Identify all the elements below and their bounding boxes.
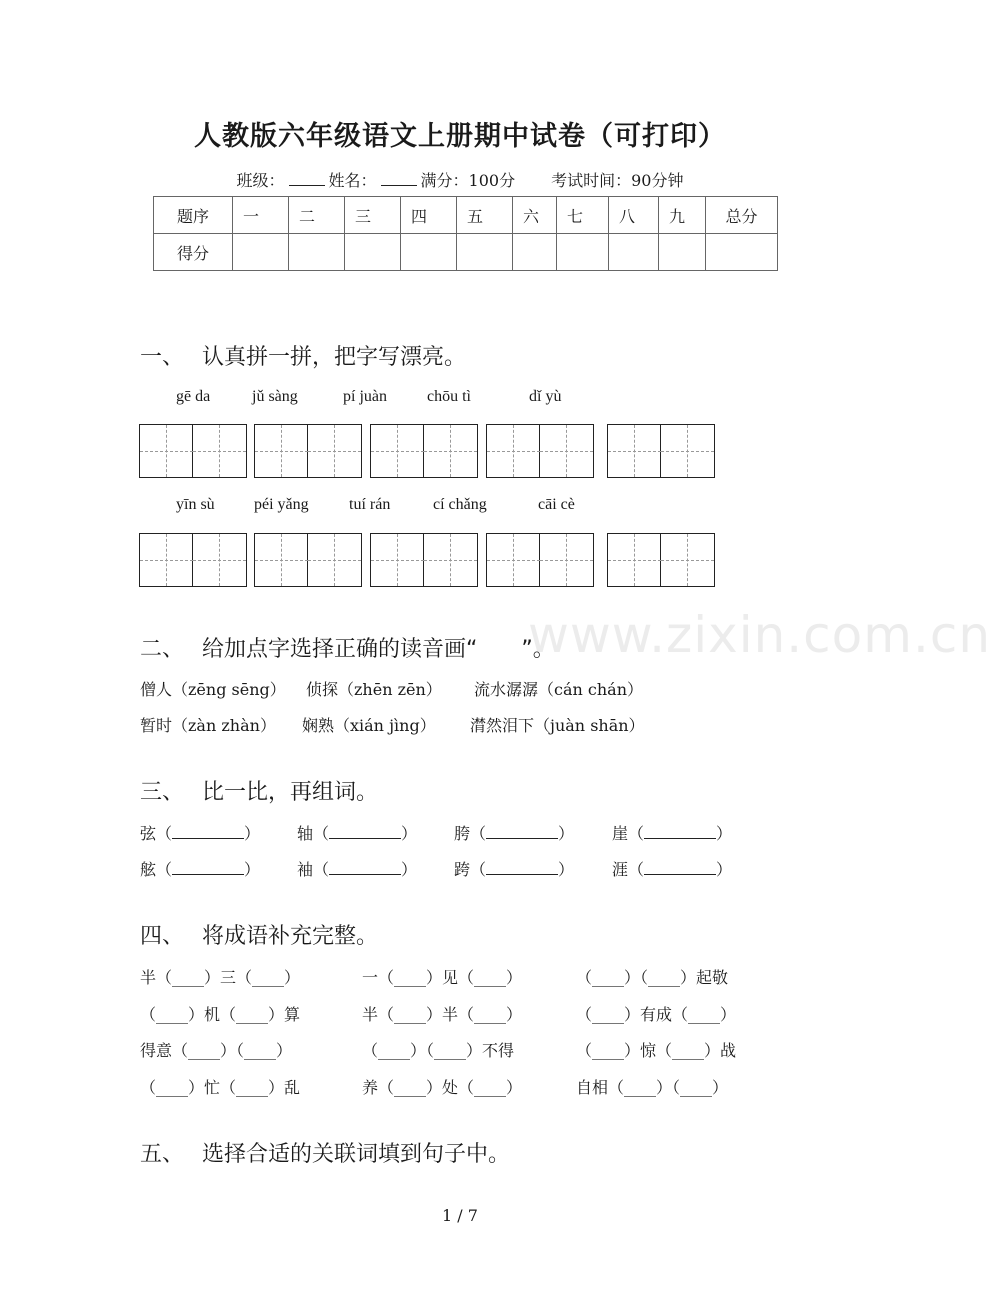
exam-info [0,168,920,191]
writing-grid[interactable] [254,533,362,587]
writing-grid[interactable] [139,533,247,587]
score-header-cell: 六 [513,197,557,234]
score-cell[interactable] [706,234,778,271]
section-title: 认真拼一拼，把字写漂亮。 [202,345,467,370]
word-item[interactable]: 涯（ ） [612,860,733,879]
pinyin: tuí rán [349,496,391,513]
writing-grid[interactable] [370,424,478,478]
section-1-heading [140,340,466,371]
reading-item: 僧人（zēng sēng） [140,680,286,699]
idiom-item[interactable]: 半（____）三（____） [140,968,301,987]
word-item[interactable]: 弦（ ） [140,824,261,843]
page-number: 1 / 7 [442,1206,478,1225]
score-header-cell: 三 [345,197,401,234]
writing-grid[interactable] [254,424,362,478]
char: 胯 [454,824,471,843]
section-title: 比一比，再组词。 [202,780,379,805]
pinyin: gē da [176,388,211,405]
pinyin: dǐ yù [529,388,562,405]
char: 弦 [140,824,157,843]
score-header-cell: 五 [457,197,513,234]
score-cell[interactable] [401,234,457,271]
section-title: 选择合适的关联词填到句子中。 [202,1142,511,1167]
class-blank[interactable] [289,171,325,186]
char: 跨 [454,860,471,879]
char: 涯 [612,860,629,879]
reading-item: 娴熟（xián jìng） [302,716,436,735]
idiom-item[interactable]: （____）（____）起敬 [576,968,729,987]
writing-grid[interactable] [607,533,715,587]
section-title: 给加点字选择正确的读音画“ ”。 [202,637,555,662]
word-item[interactable]: 舷（ ） [140,860,261,879]
reading-item: 侦探（zhēn zēn） [306,680,442,699]
score-header-cell: 八 [609,197,659,234]
word-item[interactable]: 轴（ ） [297,824,418,843]
score-header-cell: 二 [289,197,345,234]
score-header-cell: 四 [401,197,457,234]
score-table [153,196,778,271]
section-number: 二、 [140,637,185,662]
pinyin: chōu tì [427,388,471,405]
pinyin: cí chǎng [433,496,487,513]
name-blank[interactable] [381,171,417,186]
word-item[interactable]: 胯（ ） [454,824,575,843]
section-title: 将成语补充完整。 [202,924,379,949]
score-header-cell: 七 [557,197,609,234]
reading-item: 流水潺潺（cán chán） [474,680,644,699]
idiom-item[interactable]: （____）（____）不得 [362,1041,515,1060]
score-header-cell: 九 [659,197,706,234]
score-cell[interactable] [233,234,289,271]
reading-item: 暂时（zàn zhàn） [140,716,276,735]
section-5-heading [140,1137,510,1168]
score-row [154,234,778,271]
full-score: 满分：100分 [420,171,516,190]
score-cell[interactable] [289,234,345,271]
section-4-heading [140,919,378,950]
idiom-item[interactable]: （____）忙（____）乱 [140,1078,301,1097]
section-3-heading [140,775,378,806]
writing-grid[interactable] [607,424,715,478]
pinyin: jǔ sàng [252,388,298,405]
char: 崖 [612,824,629,843]
score-header-row [154,197,778,234]
score-cell[interactable] [457,234,513,271]
section-number: 四、 [140,924,185,949]
score-row-label: 得分 [154,234,233,271]
char: 轴 [297,824,314,843]
score-cell[interactable] [513,234,557,271]
score-cell[interactable] [659,234,706,271]
writing-grid[interactable] [370,533,478,587]
pinyin: pí juàn [343,388,387,405]
idiom-item[interactable]: 养（____）处（____） [362,1078,523,1097]
score-header-cell: 题序 [154,197,233,234]
char: 舷 [140,860,157,879]
writing-grid[interactable] [486,424,594,478]
char: 袖 [297,860,314,879]
pinyin: cāi cè [538,496,575,513]
watermark: www.zixin.com.cn [528,606,991,664]
idiom-item[interactable]: （____）有成（____） [576,1005,737,1024]
writing-grid[interactable] [486,533,594,587]
pinyin: péi yǎng [254,496,309,513]
pinyin: yīn sù [176,496,215,513]
idiom-item[interactable]: （____）惊（____）战 [576,1041,737,1060]
score-cell[interactable] [609,234,659,271]
score-header-cell: 一 [233,197,289,234]
idiom-item[interactable]: （____）机（____）算 [140,1005,301,1024]
exam-time: 考试时间：90分钟 [551,171,684,190]
class-label: 班级： [236,171,285,190]
writing-grid[interactable] [139,424,247,478]
word-item[interactable]: 袖（ ） [297,860,418,879]
idiom-item[interactable]: 一（____）见（____） [362,968,523,987]
name-label: 姓名： [328,171,377,190]
reading-item: 潸然泪下（juàn shān） [470,716,645,735]
page-title: 人教版六年级语文上册期中试卷（可打印） [194,121,726,152]
section-2-heading [140,632,555,663]
idiom-item[interactable]: 自相（____）（____） [576,1078,729,1097]
score-cell[interactable] [557,234,609,271]
score-cell[interactable] [345,234,401,271]
idiom-item[interactable]: 得意（____）（____） [140,1041,293,1060]
word-item[interactable]: 崖（ ） [612,824,733,843]
idiom-item[interactable]: 半（____）半（____） [362,1005,523,1024]
section-number: 五、 [140,1142,185,1167]
section-number: 一、 [140,345,185,370]
section-number: 三、 [140,780,185,805]
word-item[interactable]: 跨（ ） [454,860,575,879]
score-header-cell: 总分 [706,197,778,234]
